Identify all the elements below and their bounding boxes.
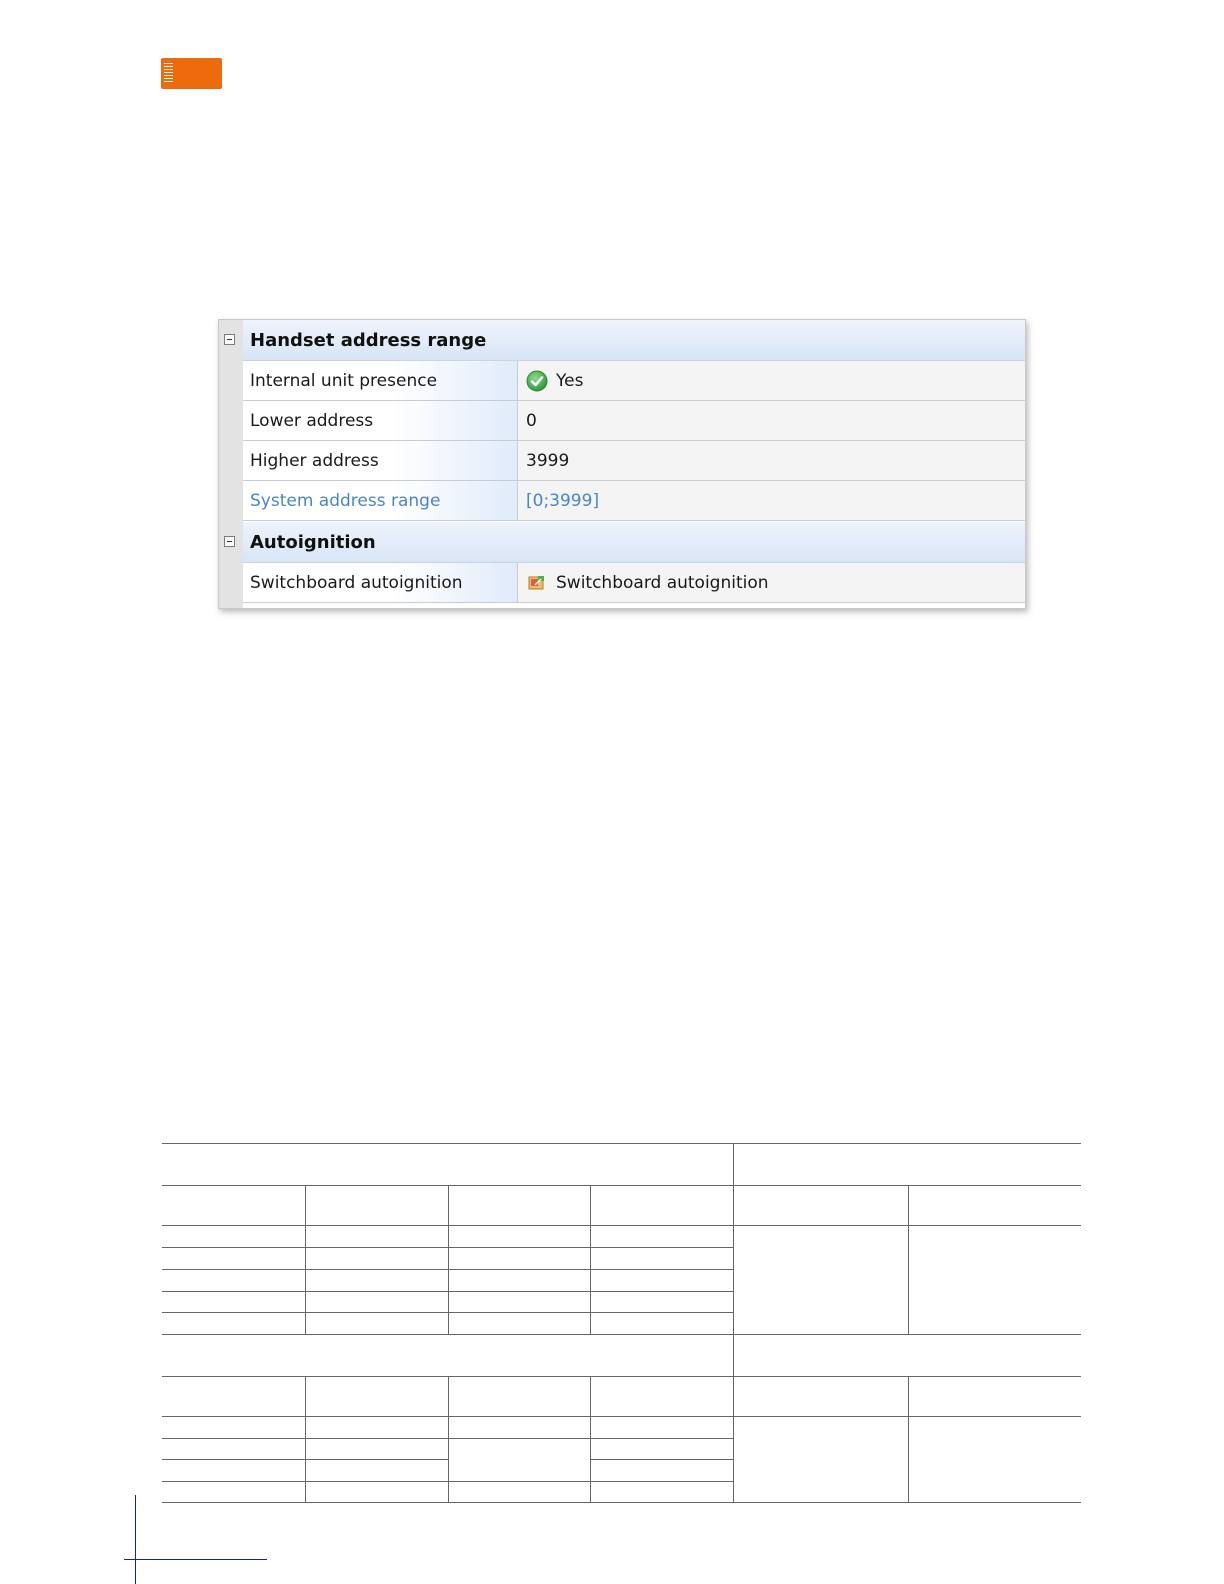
margin-rule-horizontal <box>124 1559 267 1560</box>
category-handset-address-range[interactable] <box>219 320 1025 360</box>
property-name: Higher address <box>250 451 379 471</box>
property-row-higher-address[interactable] <box>219 441 1025 481</box>
property-value: Yes <box>556 371 584 391</box>
property-row-system-address-range[interactable] <box>219 481 1025 521</box>
property-value: Switchboard autoignition <box>556 573 769 593</box>
property-name: Switchboard autoignition <box>250 573 463 593</box>
property-value: 3999 <box>526 451 570 471</box>
property-value-cell[interactable] <box>518 401 1025 441</box>
property-name: System address range <box>250 491 441 511</box>
margin-rule-vertical <box>135 1495 136 1584</box>
property-value-cell[interactable] <box>518 361 1025 401</box>
category-autoignition[interactable] <box>219 522 1025 562</box>
property-value-cell[interactable] <box>518 481 1025 521</box>
property-name: Internal unit presence <box>250 371 438 391</box>
collapse-icon[interactable] <box>224 334 235 345</box>
category-label: Autoignition <box>250 532 376 553</box>
category-label: Handset address range <box>250 330 487 351</box>
switchboard-icon <box>526 572 548 594</box>
property-value-cell[interactable] <box>518 441 1025 481</box>
collapse-icon[interactable] <box>224 536 235 547</box>
property-value: [0;3999] <box>526 491 600 511</box>
property-row-internal-unit-presence[interactable] <box>219 361 1025 401</box>
property-grid <box>218 319 1026 609</box>
property-value-cell[interactable] <box>518 563 1025 603</box>
property-value: 0 <box>526 411 537 431</box>
property-row-switchboard-autoignition[interactable] <box>219 563 1025 603</box>
check-circle-icon <box>526 370 548 392</box>
property-row-lower-address[interactable] <box>219 401 1025 441</box>
page-tab-marker <box>161 58 222 89</box>
property-name: Lower address <box>250 411 374 431</box>
